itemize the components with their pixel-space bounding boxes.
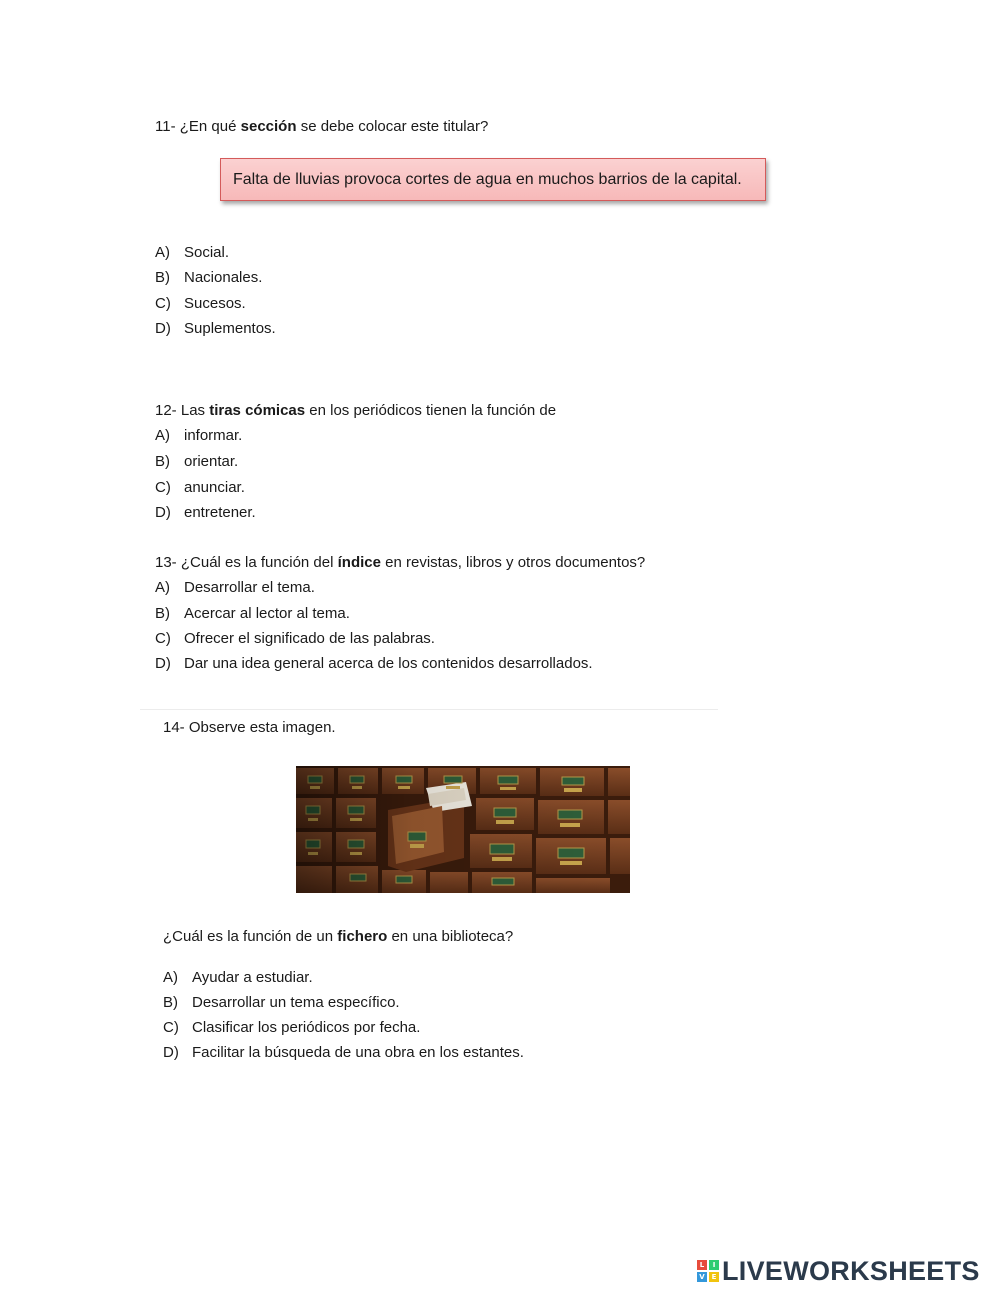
section-divider [140,709,718,710]
q11-option-b[interactable] [155,268,262,288]
q14-option-d[interactable] [163,1043,524,1063]
option-text: Social. [184,244,230,261]
q12-text-bold: tiras cómicas [209,402,306,419]
option-letter: A) [155,244,170,261]
q11-option-a[interactable] [155,243,229,263]
q13-option-a[interactable] [155,578,315,598]
option-text: Dar una idea general acerca de los contenidos desarrollados. [184,655,593,672]
option-letter: C) [155,630,171,647]
option-letter: B) [155,605,170,622]
option-text: Acercar al lector al tema. [184,605,350,622]
liveworksheets-logo[interactable] [697,1256,980,1286]
q14-text-post: en una biblioteca? [391,928,514,945]
option-text: Nacionales. [184,269,263,286]
q12-option-c[interactable] [155,478,245,498]
option-letter: C) [163,1019,179,1036]
q11-text-bold: sección [240,118,297,135]
logo-mark-icon [697,1260,719,1282]
q12-question [155,401,556,421]
option-text: Desarrollar el tema. [184,579,315,596]
q13-text-post: en revistas, libros y otros documentos? [385,554,646,571]
q13-option-b[interactable] [155,604,350,624]
option-letter: D) [155,655,171,672]
q14-option-b[interactable] [163,993,400,1013]
option-text: anunciar. [184,479,245,496]
q13-option-d[interactable] [155,654,593,674]
q11-headline-box [220,158,766,201]
q13-option-c[interactable] [155,629,435,649]
q12-text-pre: Las [180,402,206,419]
option-text: informar. [184,427,243,444]
option-text: entretener. [184,504,256,521]
option-letter: A) [155,427,170,444]
logo-mark-square: E [709,1272,719,1282]
q14-intro: 14- Observe esta imagen. [163,719,336,736]
logo-text: LIVEWORKSHEETS [722,1255,980,1286]
option-letter: C) [155,479,171,496]
option-letter: B) [163,994,178,1011]
q12-option-a[interactable] [155,426,242,446]
option-text: Ofrecer el significado de las palabras. [184,630,435,647]
q13-number: 13- [155,554,177,571]
option-text: orientar. [184,453,239,470]
option-text: Ayudar a estudiar. [192,969,313,986]
q11-question [155,117,488,137]
q13-text-pre: ¿Cuál es la función del [180,554,334,571]
q11-headline: Falta de lluvias provoca cortes de agua en muchos barrios de la capital. [233,171,742,188]
q11-text-post: se debe colocar este titular? [300,118,489,135]
q11-option-c[interactable] [155,294,246,314]
option-letter: D) [155,320,171,337]
option-letter: C) [155,295,171,312]
card-catalog-drawers-image [296,766,630,893]
q12-option-d[interactable] [155,503,256,523]
option-text: Facilitar la búsqueda de una obra en los estantes. [192,1044,524,1061]
q11-text-pre: ¿En qué [179,118,237,135]
q14-text-bold: fichero [337,928,388,945]
q12-option-b[interactable] [155,452,238,472]
option-text: Clasificar los periódicos por fecha. [192,1019,421,1036]
card-catalog-photo [296,766,630,893]
q11-option-d[interactable] [155,319,276,339]
option-letter: B) [155,269,170,286]
logo-mark-square: V [697,1272,707,1282]
q13-question [155,553,645,573]
logo-mark-square: L [697,1260,707,1270]
option-text: Desarrollar un tema específico. [192,994,400,1011]
q12-text-post: en los periódicos tienen la función de [309,402,557,419]
option-letter: D) [155,504,171,521]
q14-question [163,927,513,947]
option-letter: B) [155,453,170,470]
q11-number: 11- [155,118,176,135]
option-letter: D) [163,1044,179,1061]
option-letter: A) [155,579,170,596]
option-text: Sucesos. [184,295,246,312]
q14-option-a[interactable] [163,968,313,988]
option-letter: A) [163,969,178,986]
logo-mark-square: I [709,1260,719,1270]
q14-text-pre: ¿Cuál es la función de un [163,928,334,945]
option-text: Suplementos. [184,320,276,337]
q12-number: 12- [155,402,177,419]
q14-option-c[interactable] [163,1018,420,1038]
q13-text-bold: índice [337,554,381,571]
